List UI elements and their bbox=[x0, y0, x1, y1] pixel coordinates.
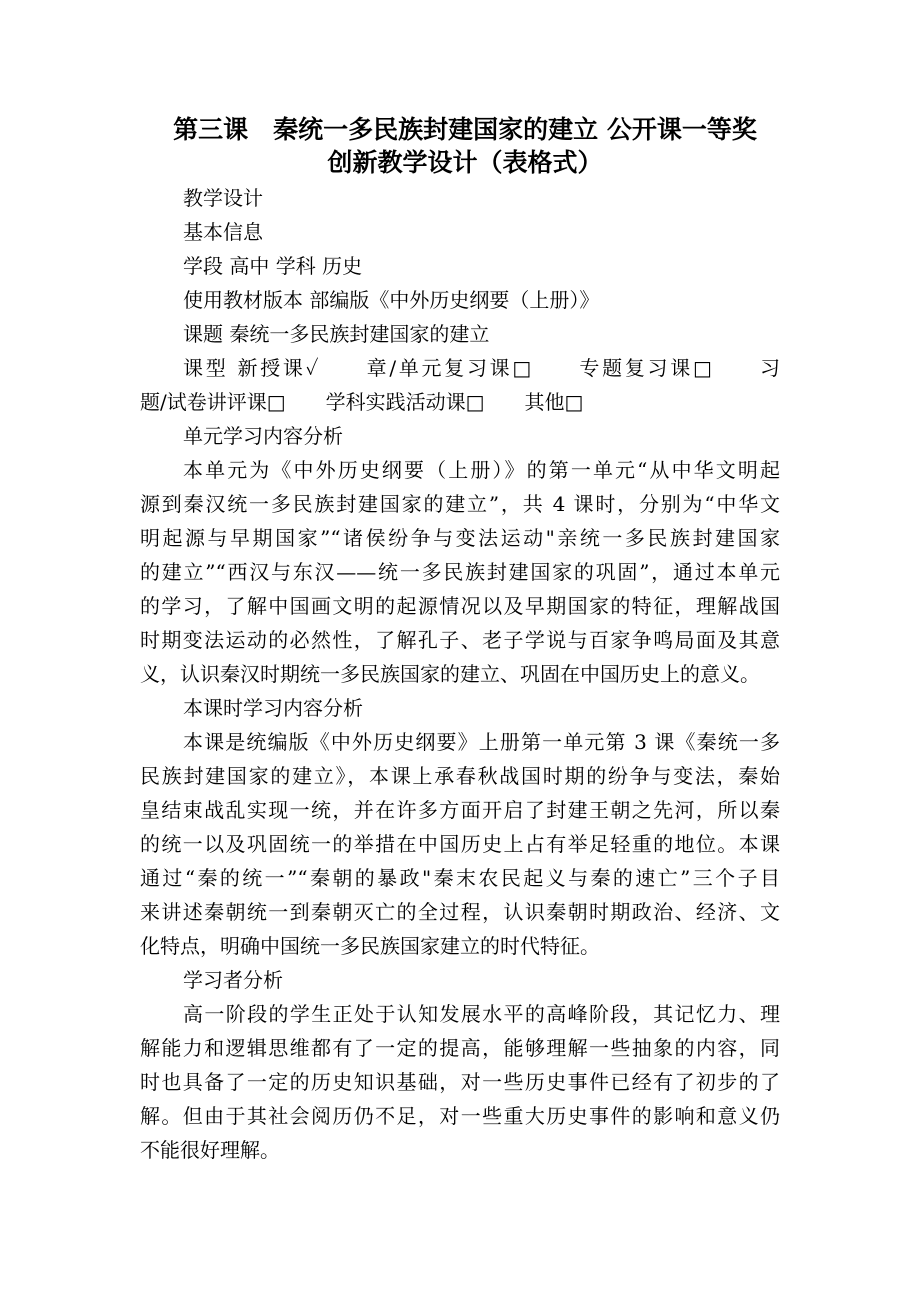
paragraph-line: 的统一以及巩固统一的举措在中国历史上占有举足轻重的地位。本课 bbox=[140, 832, 780, 856]
section-heading: 单元学习内容分析 bbox=[183, 424, 343, 448]
basic-info-heading: 基本信息 bbox=[183, 220, 263, 244]
title-line-1: 第三课 秦统一多民族封建国家的建立 公开课一等奖 bbox=[173, 115, 757, 144]
paragraph-line: 高一阶段的学生正处于认知发展水平的高峰阶段，其记忆力、理 bbox=[183, 1002, 780, 1026]
paragraph-line: 义，认识秦汉时期统一多民族国家的建立、巩固在中国历史上的意义。 bbox=[140, 662, 760, 686]
sections bbox=[140, 419, 780, 1167]
paragraph-line: 不能很好理解。 bbox=[140, 1138, 280, 1162]
paragraph-line: 时期变法运动的必然性，了解孔子、老子学说与百家争鸣局面及其意 bbox=[140, 628, 780, 652]
paragraph-line: 通过“秦的统一”“秦朝的暴政"秦末农民起义与秦的速亡”三个子目 bbox=[140, 866, 780, 890]
paragraph-line: 来讲述秦朝统一到秦朝灭亡的全过程，认识秦朝时期政治、经济、文 bbox=[140, 900, 780, 924]
section-heading: 本课时学习内容分析 bbox=[183, 696, 363, 720]
paragraph-line: 解。但由于其社会阅历仍不足，对一些重大历史事件的影响和意义仍 bbox=[140, 1104, 780, 1128]
document-body bbox=[140, 181, 780, 1167]
paragraph-line: 民族封建国家的建立》，本课上承春秋战国时期的纷争与变法，秦始 bbox=[140, 764, 780, 788]
paragraph-line: 化特点，明确中国统一多民族国家建立的时代特征。 bbox=[140, 934, 600, 958]
textbook-version-line: 使用教材版本 部编版《中外历史纲要（上册）》 bbox=[183, 288, 600, 312]
paragraph-line: 时也具备了一定的历史知识基础，对一些历史事件已经有了初步的了 bbox=[140, 1070, 780, 1094]
paragraph-line: 的学习，了解中国画文明的起源情况以及早期国家的特征，理解战国 bbox=[140, 594, 780, 618]
paragraph-line: 本单元为《中外历史纲要（上册）》的第一单元“从中华文明起 bbox=[183, 458, 780, 482]
paragraph-line: 解能力和逻辑思维都有了一定的提高，能够理解一些抽象的内容，同 bbox=[140, 1036, 780, 1060]
paragraph-line: 皇结束战乱实现一统，并在许多方面开启了封建王朝之先河，所以秦 bbox=[140, 798, 780, 822]
document-title bbox=[140, 113, 790, 179]
teaching-design-heading: 教学设计 bbox=[183, 186, 263, 210]
paragraph-line: 本课是统编版《中外历史纲要》上册第一单元第 3 课《秦统一多 bbox=[183, 730, 780, 754]
paragraph-line: 明起源与早期国家”“诸侯纷争与变法运动"亲统一多民族封建国家 bbox=[140, 526, 780, 550]
paragraph-line: 的建立”“西汉与东汉——统一多民族封建国家的巩固”，通过本单元 bbox=[140, 560, 780, 584]
course-type-line-2: 题/试卷讲评课□ 学科实践活动课□ 其他□ bbox=[140, 390, 584, 414]
section-heading: 学习者分析 bbox=[183, 968, 283, 992]
lesson-topic-line: 课题 秦统一多民族封建国家的建立 bbox=[183, 322, 490, 346]
title-line-2: 创新教学设计（表格式） bbox=[327, 148, 603, 177]
paragraph-line: 源到秦汉统一多民族封建国家的建立”，共 4 课时，分别为“中华文 bbox=[140, 492, 780, 516]
course-type-line-1: 课型 新授课✓ 章/单元复习课□ 专题复习课□ 习 bbox=[183, 356, 780, 380]
stage-subject-line: 学段 高中 学科 历史 bbox=[183, 254, 363, 278]
